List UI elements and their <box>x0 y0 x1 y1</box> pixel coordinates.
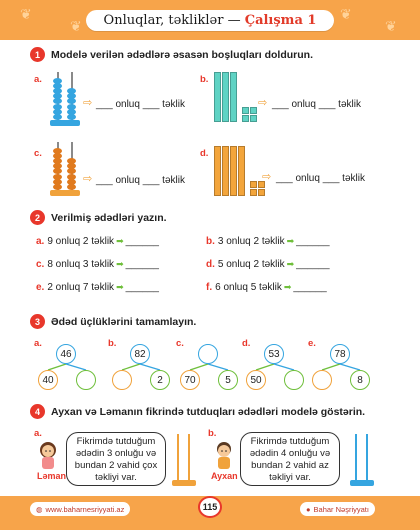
tree-top-circle: 82 <box>130 344 150 364</box>
task-4-instruction: Ayxan və Ləmanın fikrində tutduqları ədədləri modelə göstərin. <box>51 405 366 418</box>
tree-left-circle: 50 <box>246 370 266 390</box>
tree-branch <box>122 364 140 370</box>
fill-blank-c[interactable]: ___ onluq ___ təklik <box>96 175 185 186</box>
item-label: e. <box>308 338 316 349</box>
item-text: 5 onluq 2 təklik <box>217 259 285 270</box>
answer-blank[interactable]: ______ <box>125 259 159 270</box>
item-label: a. <box>34 338 42 349</box>
globe-icon: ◍ <box>36 504 43 514</box>
tree-right-circle: 8 <box>350 370 370 390</box>
tree-left-circle: 70 <box>180 370 200 390</box>
leaf-icon: ❦ <box>340 6 352 22</box>
task-4-header <box>30 404 365 419</box>
tree-branch <box>48 364 66 370</box>
tree-left-circle: 40 <box>38 370 58 390</box>
arrow-icon: ⇨ <box>262 171 272 183</box>
answer-blank[interactable]: ______ <box>125 282 159 293</box>
item-label: b. <box>200 74 209 85</box>
arrow-icon: ➡ <box>116 259 124 269</box>
tree-left-circle[interactable] <box>312 370 332 390</box>
item-label: c. <box>176 338 184 349</box>
answer-blank[interactable]: ______ <box>296 236 330 247</box>
item-label: a. <box>34 428 42 439</box>
task-1-instruction: Modelə verilən ədədlərə əsasən boşluqları doldurun. <box>51 48 313 61</box>
leaf-icon: ❦ <box>70 18 82 34</box>
item-label: a. <box>36 236 45 247</box>
task-number-badge: 2 <box>30 210 45 225</box>
tree-branch <box>274 364 294 370</box>
item-label: f. <box>206 282 213 293</box>
arrow-icon: ➡ <box>116 282 124 292</box>
tree-left-circle[interactable] <box>112 370 132 390</box>
item-label: d. <box>242 338 251 349</box>
title-accent: Çalışma 1 <box>244 12 317 28</box>
tree-top-circle: 53 <box>264 344 284 364</box>
tree-branch <box>256 364 274 370</box>
arrow-icon: ➡ <box>116 236 124 246</box>
item-text: 6 onluq 5 təklik <box>215 282 282 293</box>
girl-name: Ləman <box>37 471 67 481</box>
empty-abacus-a[interactable] <box>172 434 196 486</box>
item-text: 3 onluq 2 təklik <box>217 236 285 247</box>
tree-right-circle[interactable] <box>76 370 96 390</box>
tree-branch <box>140 364 160 370</box>
arrow-icon: ⇨ <box>258 97 268 109</box>
girl-avatar-icon <box>36 440 60 470</box>
tree-top-circle: 46 <box>56 344 76 364</box>
task-number-badge: 1 <box>30 47 45 62</box>
leaf-icon: ❦ <box>20 6 32 22</box>
answer-blank[interactable]: ______ <box>293 282 327 293</box>
task-2-instruction: Verilmiş ədədləri yazın. <box>51 211 167 224</box>
item-label: c. <box>36 259 45 270</box>
fill-blank-d[interactable]: ___ onluq ___ təklik <box>276 173 365 184</box>
item-label: d. <box>200 148 209 159</box>
tree-top-circle[interactable] <box>198 344 218 364</box>
tree-branch <box>208 364 228 370</box>
item-label: e. <box>36 282 45 293</box>
tree-right-circle[interactable] <box>284 370 304 390</box>
boy-avatar-icon <box>212 440 236 470</box>
boy-name: Ayxan <box>211 471 238 481</box>
arrow-icon: ➡ <box>283 282 292 292</box>
item-label: b. <box>108 338 117 349</box>
page-number: 115 <box>198 496 222 518</box>
tree-branch <box>322 364 340 370</box>
task-3-instruction: Ədəd üçlüklərini tamamlayın. <box>51 315 197 328</box>
footer-banner <box>0 496 420 530</box>
fill-blank-a[interactable]: ___ onluq ___ təklik <box>96 99 185 110</box>
speech-bubble-b: Fikrimdə tutduğum ədədin 4 onluğu və bundan 2 vahid az təkliyi var. <box>240 432 340 486</box>
arrow-icon: ⇨ <box>83 97 93 109</box>
answer-blank[interactable]: ______ <box>296 259 330 270</box>
item-text: 9 onluq 2 təklik <box>47 236 115 247</box>
tree-branch <box>190 364 208 370</box>
tree-right-circle: 2 <box>150 370 170 390</box>
publisher-link[interactable]: ● Bahar Nəşriyyatı <box>300 502 375 516</box>
tree-right-circle: 5 <box>218 370 238 390</box>
empty-abacus-b[interactable] <box>350 434 374 486</box>
fill-blank-b[interactable]: ___ onluq ___ təklik <box>272 99 361 110</box>
item-label: d. <box>206 259 215 270</box>
title-main: Onluqlar, təkliklər — <box>103 12 245 28</box>
task-number-badge: 3 <box>30 314 45 329</box>
leaf-icon: ❦ <box>385 18 397 34</box>
item-label: a. <box>34 74 42 85</box>
item-label: b. <box>208 428 217 439</box>
item-label: b. <box>206 236 215 247</box>
arrow-icon: ⇨ <box>83 173 93 185</box>
speech-bubble-a: Fikrimdə tutduğum ədədin 3 onluğu və bundan 2 vahid çox təkliyi var. <box>66 432 166 486</box>
answer-blank[interactable]: ______ <box>125 236 159 247</box>
social-icon: ● <box>306 504 311 514</box>
tree-top-circle: 78 <box>330 344 350 364</box>
item-text: 8 onluq 3 təklik <box>47 259 115 270</box>
tree-branch <box>340 364 360 370</box>
tree-branch <box>66 364 86 370</box>
website-link[interactable]: ◍ www.bahar​nesriyyati.az <box>30 502 130 516</box>
task-number-badge: 4 <box>30 404 45 419</box>
arrow-icon: ➡ <box>286 259 295 269</box>
item-text: 2 onluq 7 təklik <box>47 282 115 293</box>
arrow-icon: ➡ <box>286 236 295 246</box>
item-label: c. <box>34 148 42 159</box>
